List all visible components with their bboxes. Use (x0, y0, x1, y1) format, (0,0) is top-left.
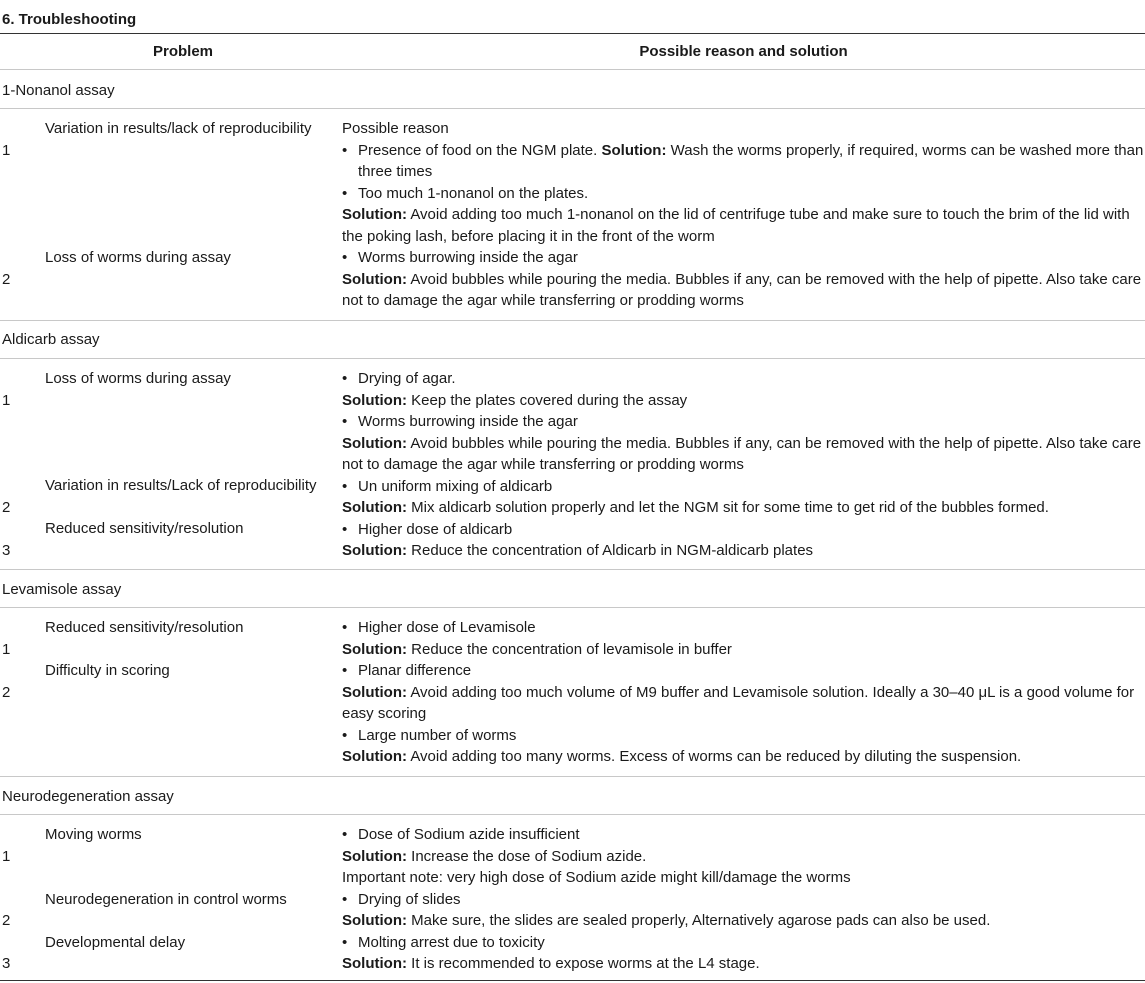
bullet-line: • Drying of agar. (342, 368, 1145, 390)
header-rule (0, 69, 1145, 70)
bullet-line: • Presence of food on the NGM plate. Solution: Wash the worms properly, if required, worms can be washed more than three times (342, 140, 1145, 183)
row-number: 2 (2, 499, 11, 516)
solution-line: Solution: Avoid adding too much volume of M9 buffer and Levamisole solution. Ideally a 30–40 μL is a good volume for easy scoring (342, 683, 1135, 722)
section-rule (0, 320, 1145, 321)
row-number: 1 (2, 392, 11, 409)
section-rule (0, 776, 1145, 777)
bullet-line: • Planar difference (342, 660, 1145, 682)
section-title: Levamisole assay (2, 581, 122, 598)
problem-text: Reduced sensitivity/resolution (45, 619, 244, 636)
bullet-line: • Large number of worms (342, 725, 1145, 747)
bullet-line: • Dose of Sodium azide insufficient (342, 824, 1145, 846)
problem-text: Loss of worms during assay (45, 249, 231, 266)
solution-block (342, 617, 1145, 768)
solution-line: Solution: Keep the plates covered during the assay (342, 391, 688, 409)
solution-line: Important note: very high dose of Sodium azide might kill/damage the worms (342, 869, 851, 886)
section-rule (0, 814, 1145, 815)
section-title: 1-Nonanol assay (2, 82, 115, 99)
section-title: Aldicarb assay (2, 331, 100, 348)
solution-line: Solution: Avoid adding too much 1-nonanol on the lid of centrifuge tube and make sure to touch the brim of the lid with the poking lash, before placing it in the front of the worm (342, 206, 1130, 245)
problem-text: Reduced sensitivity/resolution (45, 520, 244, 537)
solution-block (342, 824, 1145, 975)
solution-line: Possible reason (342, 120, 449, 137)
problem-text: Moving worms (45, 826, 142, 843)
bullet-line: • Higher dose of aldicarb (342, 519, 1145, 541)
solution-block (342, 368, 1145, 562)
row-number: 3 (2, 542, 11, 559)
column-header-problem: Problem (152, 43, 213, 60)
bullet-line: • Worms burrowing inside the agar (342, 411, 1145, 433)
row-number: 1 (2, 848, 11, 865)
solution-line: Solution: It is recommended to expose worms at the L4 stage. (342, 955, 760, 972)
solution-line: Solution: Avoid bubbles while pouring the media. Bubbles if any, can be removed with the help of pipette. Also take care not to damage the agar while transferring or prodding worms (342, 434, 1142, 473)
bullet-line: • Drying of slides (342, 889, 1145, 911)
bullet-line: • Worms burrowing inside the agar (342, 247, 1145, 269)
section-rule (0, 358, 1145, 359)
bullet-line: • Molting arrest due to toxicity (342, 932, 1145, 954)
bottom-rule (0, 980, 1145, 981)
section-title: Neurodegeneration assay (2, 788, 174, 805)
problem-text: Variation in results/lack of reproducibility (45, 120, 312, 137)
solution-line: Solution: Mix aldicarb solution properly and let the NGM sit for some time to get rid of the bubbles formed. (342, 499, 1049, 516)
problem-text: Difficulty in scoring (45, 662, 170, 679)
bullet-line: • Higher dose of Levamisole (342, 617, 1145, 639)
solution-line: Solution: Avoid adding too many worms. Excess of worms can be reduced by diluting the suspension. (342, 748, 1022, 765)
row-number: 1 (2, 142, 11, 159)
problem-text: Variation in results/Lack of reproducibility (45, 477, 317, 494)
column-header-solution: Possible reason and solution (639, 43, 848, 60)
problem-text: Neurodegeneration in control worms (45, 891, 287, 908)
row-number: 3 (2, 955, 11, 972)
solution-line: Solution: Increase the dose of Sodium azide. (342, 847, 647, 865)
row-number: 2 (2, 271, 11, 288)
top-rule (0, 33, 1145, 34)
section-rule (0, 108, 1145, 109)
problem-text: Developmental delay (45, 934, 186, 951)
row-number: 2 (2, 912, 11, 929)
bullet-line: • Un uniform mixing of aldicarb (342, 476, 1145, 498)
problem-text: Loss of worms during assay (45, 370, 231, 387)
solution-line: Solution: Make sure, the slides are sealed properly, Alternatively agarose pads can also be used. (342, 912, 991, 929)
row-number: 1 (2, 641, 11, 658)
solution-line: Solution: Reduce the concentration of Aldicarb in NGM-aldicarb plates (342, 542, 814, 559)
solution-block (342, 118, 1145, 312)
section-rule (0, 569, 1145, 570)
solution-line: Solution: Avoid bubbles while pouring the media. Bubbles if any, can be removed with the help of pipette. Also take care not to damage the agar while transferring or prodding worms (342, 270, 1142, 309)
bullet-line: • Too much 1-nonanol on the plates. (342, 183, 1145, 205)
solution-line: Solution: Reduce the concentration of levamisole in buffer (342, 640, 732, 658)
row-number: 2 (2, 684, 11, 701)
section-rule (0, 607, 1145, 608)
table-caption: 6. Troubleshooting (2, 11, 137, 28)
